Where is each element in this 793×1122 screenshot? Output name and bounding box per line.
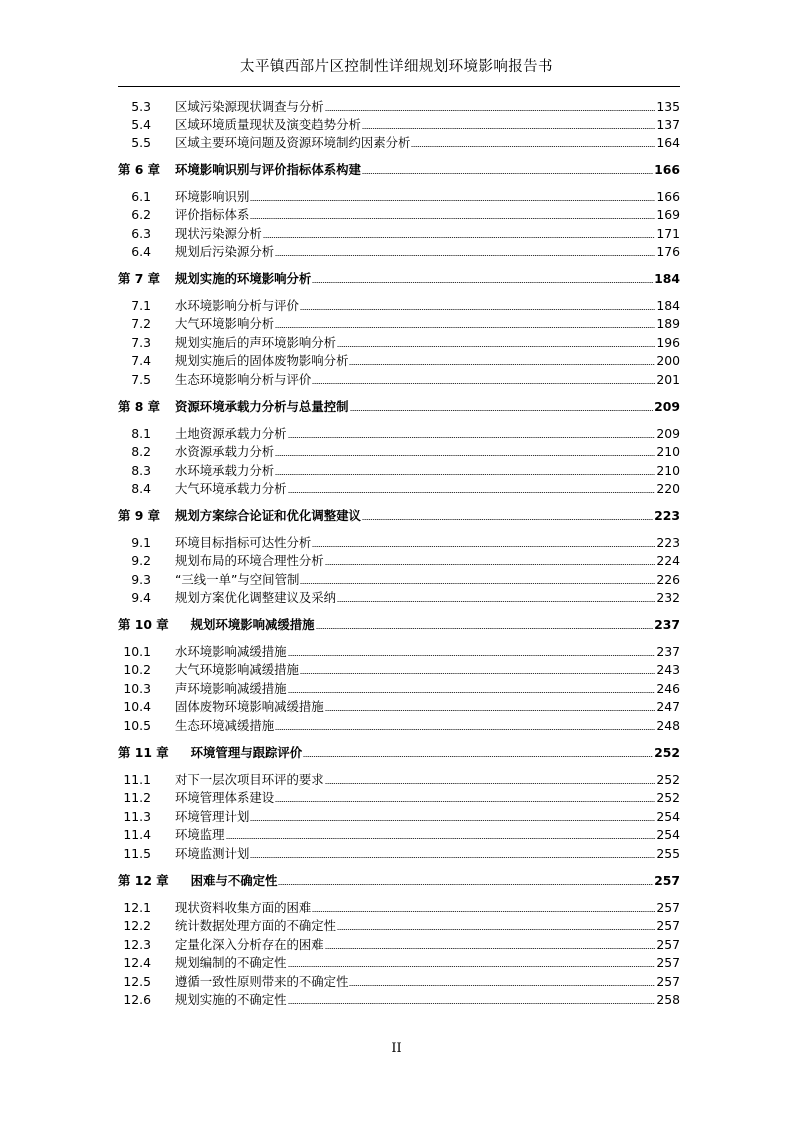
toc-entry-page: 137 [656, 117, 680, 132]
toc-entry-number: 第 8 章 [118, 399, 161, 414]
toc-entry-page: 257 [654, 873, 680, 888]
toc-entry-number: 12.1 [123, 900, 151, 915]
toc-entry-section[interactable] [118, 989, 680, 1007]
toc-entry-section[interactable] [118, 204, 680, 222]
toc-entry-page: 220 [656, 481, 680, 496]
toc-entry-page: 184 [654, 271, 680, 286]
dot-leader [288, 692, 656, 693]
toc-entry-chapter[interactable] [118, 268, 680, 286]
dot-leader [325, 564, 656, 565]
dot-leader [275, 255, 655, 256]
toc-entry-page: 226 [656, 572, 680, 587]
page-number: II [391, 1041, 402, 1056]
dot-leader [275, 455, 655, 456]
toc-entry-page: 209 [656, 426, 680, 441]
toc-entry-number: 9.4 [131, 590, 151, 605]
toc-entry-chapter[interactable] [118, 159, 680, 177]
toc-entry-number: 10.3 [123, 681, 151, 696]
toc-entry-chapter[interactable] [118, 396, 680, 414]
dot-leader [300, 583, 655, 584]
toc-entry-title: 区域主要环境问题及资源环境制约因素分析 [175, 135, 411, 150]
toc-entry-title: 环境监理 [175, 827, 225, 842]
dot-leader [312, 546, 655, 547]
toc-entry-section[interactable] [118, 441, 680, 459]
toc-entry-section[interactable] [118, 971, 680, 989]
toc-entry-number: 8.1 [131, 426, 151, 441]
toc-entry-number: 11.1 [123, 772, 151, 787]
toc-entry-number: 第 6 章 [118, 162, 161, 177]
toc-entry-title: 评价指标体系 [175, 207, 250, 222]
toc-entry-number: 第 9 章 [118, 508, 161, 523]
dot-leader [337, 601, 655, 602]
toc-entry-section[interactable] [118, 952, 680, 970]
toc-entry-section[interactable] [118, 641, 680, 659]
toc-entry-section[interactable] [118, 550, 680, 568]
toc-entry-section[interactable] [118, 678, 680, 696]
toc-entry-section[interactable] [118, 223, 680, 241]
toc-entry-title: 环境管理与跟踪评价 [190, 745, 303, 760]
dot-leader [275, 729, 655, 730]
toc-entry-page: 257 [656, 974, 680, 989]
toc-entry-title: 生态环境影响分析与评价 [175, 372, 312, 387]
toc-entry-title: 资源环境承载力分析与总量控制 [175, 399, 349, 414]
toc-entry-title: 规划实施后的固体废物影响分析 [175, 353, 349, 368]
toc-entry-number: 5.5 [131, 135, 151, 150]
toc-entry-title: 环境管理计划 [175, 809, 250, 824]
toc-entry-title: 定量化深入分析存在的困难 [175, 937, 324, 952]
toc-entry-page: 243 [656, 662, 680, 677]
toc-entry-page: 210 [656, 444, 680, 459]
toc-entry-number: 6.1 [131, 189, 151, 204]
toc-entry-number: 9.2 [131, 553, 151, 568]
dot-leader [278, 884, 653, 885]
toc-entry-title: 对下一层次项目环评的要求 [175, 772, 324, 787]
dot-leader [263, 237, 656, 238]
toc-entry-page: 248 [656, 718, 680, 733]
toc-entry-title: 环境影响识别与评价指标体系构建 [175, 162, 361, 177]
toc-entry-section[interactable] [118, 806, 680, 824]
toc-entry-page: 254 [656, 809, 680, 824]
dot-leader [300, 673, 655, 674]
dot-leader [250, 218, 655, 219]
dot-leader [325, 110, 656, 111]
toc-entry-title: 现状污染源分析 [175, 226, 262, 241]
toc-entry-page: 237 [656, 644, 680, 659]
toc-entry-chapter[interactable] [118, 742, 680, 760]
toc-entry-number: 7.5 [131, 372, 151, 387]
toc-entry-section[interactable] [118, 569, 680, 587]
toc-entry-section[interactable] [118, 295, 680, 313]
dot-leader [349, 985, 655, 986]
toc-entry-page: 171 [656, 226, 680, 241]
toc-entry-section[interactable] [118, 532, 680, 550]
toc-entry-number: 10.2 [123, 662, 151, 677]
toc-entry-page: 135 [656, 99, 680, 114]
toc-entry-title: 环境影响识别 [175, 189, 250, 204]
dot-leader [288, 1003, 656, 1004]
toc-entry-title: 统计数据处理方面的不确定性 [175, 918, 337, 933]
toc-entry-section[interactable] [118, 934, 680, 952]
toc-entry-page: 189 [656, 316, 680, 331]
toc-entry-number: 8.4 [131, 481, 151, 496]
toc-entry-title: 环境目标指标可达性分析 [175, 535, 312, 550]
toc-entry-number: 10.1 [123, 644, 151, 659]
toc-entry-number: 10.4 [123, 699, 151, 714]
toc-entry-title: 区域污染源现状调查与分析 [175, 99, 324, 114]
toc-entry-section[interactable] [118, 478, 680, 496]
toc-entry-page: 200 [656, 353, 680, 368]
toc-entry-page: 247 [656, 699, 680, 714]
toc-entry-page: 209 [654, 399, 680, 414]
toc-entry-section[interactable] [118, 843, 680, 861]
toc-entry-number: 11.2 [123, 790, 151, 805]
toc-entry-number: 5.4 [131, 117, 151, 132]
toc-entry-number: 9.1 [131, 535, 151, 550]
dot-leader [312, 911, 655, 912]
toc-entry-title: 规划编制的不确定性 [175, 955, 287, 970]
toc-entry-chapter[interactable] [118, 505, 680, 523]
toc-entry-title: 规划方案综合论证和优化调整建议 [175, 508, 361, 523]
toc-entry-number: 12.3 [123, 937, 151, 952]
toc-entry-page: 176 [656, 244, 680, 259]
toc-entry-number: 5.3 [131, 99, 151, 114]
toc-entry-title: 规划实施的不确定性 [175, 992, 287, 1007]
dot-leader [275, 801, 655, 802]
dot-leader [288, 966, 656, 967]
toc-entry-section[interactable] [118, 369, 680, 387]
toc-entry-page: 257 [656, 900, 680, 915]
toc-entry-section[interactable] [118, 114, 680, 132]
dot-leader [362, 519, 653, 520]
toc-entry-page: 196 [656, 335, 680, 350]
toc-entry-number: 6.2 [131, 207, 151, 222]
dot-leader [226, 838, 656, 839]
toc-entry-title: 大气环境承载力分析 [175, 481, 287, 496]
toc-entry-title: 遵循一致性原则带来的不确定性 [175, 974, 349, 989]
toc-entry-page: 255 [656, 846, 680, 861]
toc-entry-section[interactable] [118, 715, 680, 733]
toc-entry-page: 169 [656, 207, 680, 222]
dot-leader [250, 857, 655, 858]
toc-entry-page: 246 [656, 681, 680, 696]
toc-entry-section[interactable] [118, 787, 680, 805]
toc-entry-number: 12.6 [123, 992, 151, 1007]
toc-entry-page: 164 [656, 135, 680, 150]
toc-entry-number: 7.2 [131, 316, 151, 331]
dot-leader [312, 383, 655, 384]
toc-entry-page: 254 [656, 827, 680, 842]
toc-entry-title: 规划方案优化调整建议及采纳 [175, 590, 337, 605]
toc-entry-page: 166 [654, 162, 680, 177]
dot-leader [350, 410, 654, 411]
toc-entry-section[interactable] [118, 696, 680, 714]
toc-entry-page: 252 [656, 772, 680, 787]
toc-entry-page: 223 [654, 508, 680, 523]
toc-entry-number: 9.3 [131, 572, 151, 587]
toc-entry-number: 11.3 [123, 809, 151, 824]
toc-entry-page: 232 [656, 590, 680, 605]
toc-entry-title: “三线一单”与空间管制 [175, 572, 300, 587]
toc-entry-chapter[interactable] [118, 870, 680, 888]
toc-entry-number: 7.1 [131, 298, 151, 313]
toc-entry-section[interactable] [118, 915, 680, 933]
dot-leader [362, 128, 655, 129]
toc-entry-number: 第 11 章 [118, 745, 169, 760]
toc-entry-page: 252 [656, 790, 680, 805]
toc-entry-title: 困难与不确定性 [190, 873, 278, 888]
toc-entry-number: 第 10 章 [118, 617, 169, 632]
toc-entry-number: 10.5 [123, 718, 151, 733]
toc-entry-section[interactable] [118, 186, 680, 204]
toc-entry-title: 规划环境影响减缓措施 [190, 617, 315, 632]
dot-leader [411, 146, 655, 147]
toc-entry-section[interactable] [118, 824, 680, 842]
dot-leader [288, 655, 656, 656]
toc-entry-page: 184 [656, 298, 680, 313]
dot-leader [337, 346, 655, 347]
toc-entry-title: 土地资源承载力分析 [175, 426, 287, 441]
toc-entry-page: 257 [656, 937, 680, 952]
toc-entry-number: 第 7 章 [118, 271, 161, 286]
toc-entry-number: 第 12 章 [118, 873, 169, 888]
dot-leader [250, 820, 655, 821]
toc-entry-title: 区域环境质量现状及演变趋势分析 [175, 117, 361, 132]
toc-entry-title: 水环境影响分析与评价 [175, 298, 299, 313]
toc-entry-section[interactable] [118, 460, 680, 478]
toc-entry-title: 规划布局的环境合理性分析 [175, 553, 324, 568]
toc-entry-number: 6.4 [131, 244, 151, 259]
toc-entry-section[interactable] [118, 423, 680, 441]
toc-entry-chapter[interactable] [118, 614, 680, 632]
toc-entry-number: 12.5 [123, 974, 151, 989]
toc-entry-number: 11.4 [123, 827, 151, 842]
toc-entry-title: 规划实施的环境影响分析 [175, 271, 312, 286]
toc-entry-section[interactable] [118, 769, 680, 787]
dot-leader [288, 437, 656, 438]
toc-entry-title: 现状资料收集方面的困难 [175, 900, 312, 915]
dot-leader [337, 929, 655, 930]
dot-leader [325, 710, 656, 711]
toc-entry-number: 11.5 [123, 846, 151, 861]
toc-entry-page: 257 [656, 918, 680, 933]
toc-entry-number: 8.2 [131, 444, 151, 459]
toc-entry-page: 237 [654, 617, 680, 632]
dot-leader [250, 200, 655, 201]
toc-entry-page: 223 [656, 535, 680, 550]
toc-entry-section[interactable] [118, 659, 680, 677]
toc-entry-page: 201 [656, 372, 680, 387]
toc-entry-page: 210 [656, 463, 680, 478]
toc-entry-section[interactable] [118, 897, 680, 915]
dot-leader [312, 282, 653, 283]
toc-entry-number: 7.4 [131, 353, 151, 368]
toc-entry-title: 固体废物环境影响减缓措施 [175, 699, 324, 714]
toc-entry-title: 规划后污染源分析 [175, 244, 275, 259]
dot-leader [303, 756, 653, 757]
toc-entry-title: 规划实施后的声环境影响分析 [175, 335, 337, 350]
toc-entry-page: 166 [656, 189, 680, 204]
dot-leader [275, 474, 655, 475]
toc-entry-section[interactable] [118, 241, 680, 259]
toc-entry-page: 258 [656, 992, 680, 1007]
toc-entry-page: 257 [656, 955, 680, 970]
toc-entry-title: 声环境影响减缓措施 [175, 681, 287, 696]
dot-leader [275, 327, 655, 328]
dot-leader [325, 783, 656, 784]
toc-entry-title: 水环境影响减缓措施 [175, 644, 287, 659]
toc-entry-title: 环境管理体系建设 [175, 790, 275, 805]
toc-entry-title: 环境监测计划 [175, 846, 250, 861]
dot-leader [362, 173, 653, 174]
toc-entry-number: 6.3 [131, 226, 151, 241]
toc-entry-number: 8.3 [131, 463, 151, 478]
toc-entry-number: 12.2 [123, 918, 151, 933]
dot-leader [300, 309, 655, 310]
toc-entry-title: 大气环境影响分析 [175, 316, 275, 331]
dot-leader [349, 364, 655, 365]
toc-entry-number: 7.3 [131, 335, 151, 350]
toc-entry-title: 生态环境减缓措施 [175, 718, 275, 733]
toc-entry-title: 水资源承载力分析 [175, 444, 275, 459]
toc-entry-page: 252 [654, 745, 680, 760]
toc-entry-section[interactable] [118, 132, 680, 150]
toc-entry-section[interactable] [118, 332, 680, 350]
toc-entry-title: 水环境承载力分析 [175, 463, 275, 478]
toc-entry-section[interactable] [118, 587, 680, 605]
toc-entry-section[interactable] [118, 313, 680, 331]
toc-entry-section[interactable] [118, 96, 680, 114]
dot-leader [316, 628, 654, 629]
dot-leader [288, 492, 656, 493]
toc-entry-number: 12.4 [123, 955, 151, 970]
dot-leader [325, 948, 656, 949]
toc-entry-page: 224 [656, 553, 680, 568]
toc-entry-title: 大气环境影响减缓措施 [175, 662, 299, 677]
toc-entry-section[interactable] [118, 350, 680, 368]
running-header: 太平镇西部片区控制性详细规划环境影响报告书 [240, 59, 553, 75]
